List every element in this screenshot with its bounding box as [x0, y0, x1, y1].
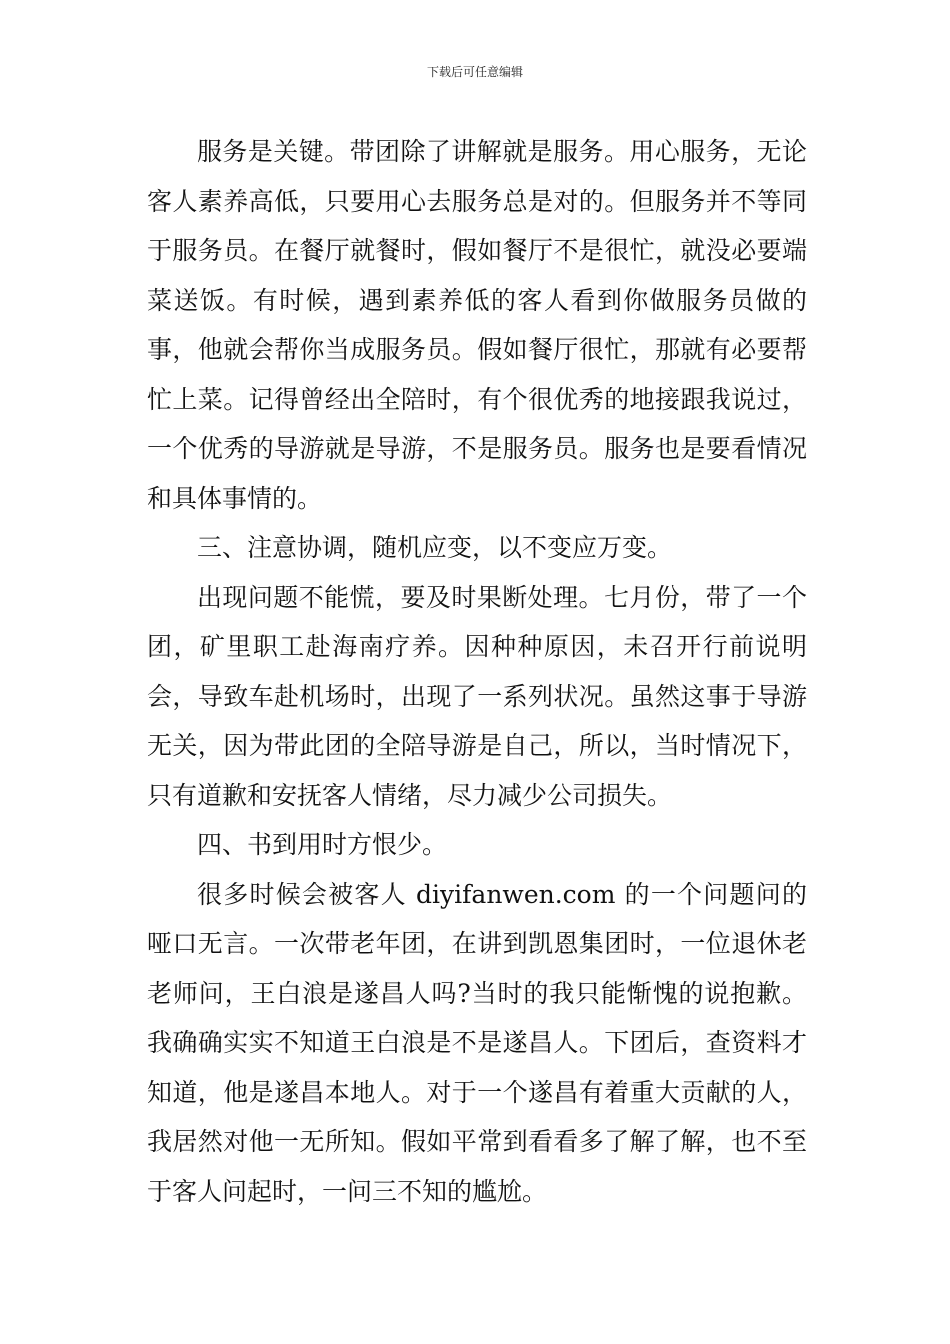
document-body: [147, 127, 807, 1216]
page-header: 下载后可任意编辑: [426, 65, 523, 79]
paragraph-service: 服务是关键。带团除了讲解就是服务。用心服务，无论客人素养高低，只要用心去服务总是对的。但服务并不等同于服务员。在餐厅就餐时，假如餐厅不是很忙，就没必要端菜送饭。有时候，遇到素养低的客人看到你做服务员做的事，他就会帮你当成服务员。假如餐厅很忙，那就有必要帮忙上菜。记得曾经出全陪时，有个很优秀的地接跟我说过，一个优秀的导游就是导游，不是服务员。服务也是要看情况和具体事情的。: [147, 137, 807, 513]
section-heading-coordination: 三、注意协调，随机应变，以不变应万变。: [197, 533, 673, 562]
section-heading-books: 四、书到用时方恨少。: [197, 830, 448, 859]
paragraph-problem-handling: 出现问题不能慌，要及时果断处理。七月份，带了一个团，矿里职工赴海南疗养。因种种原因，未召开行前说明会，导致车赴机场时，出现了一系列状况。虽然这事于导游无关，因为带此团的全陪导游是自己，所以，当时情况下，只有道歉和安抚客人情绪，尽力减少公司损失。: [147, 582, 807, 810]
paragraph-knowledge: 很多时候会被客人 diyifanwen.com 的一个问题问的哑口无言。一次带老年团，在讲到凯恩集团时，一位退休老老师问，王白浪是遂昌人吗?当时的我只能惭愧的说抱歉。我确确实实不知道王白浪是不是遂昌人。下团后，查资料才知道，他是遂昌本地人。对于一个遂昌有着重大贡献的人，我居然对他一无所知。假如平常到看看多了解了解，也不至于客人问起时，一问三不知的尴尬。: [147, 879, 807, 1206]
